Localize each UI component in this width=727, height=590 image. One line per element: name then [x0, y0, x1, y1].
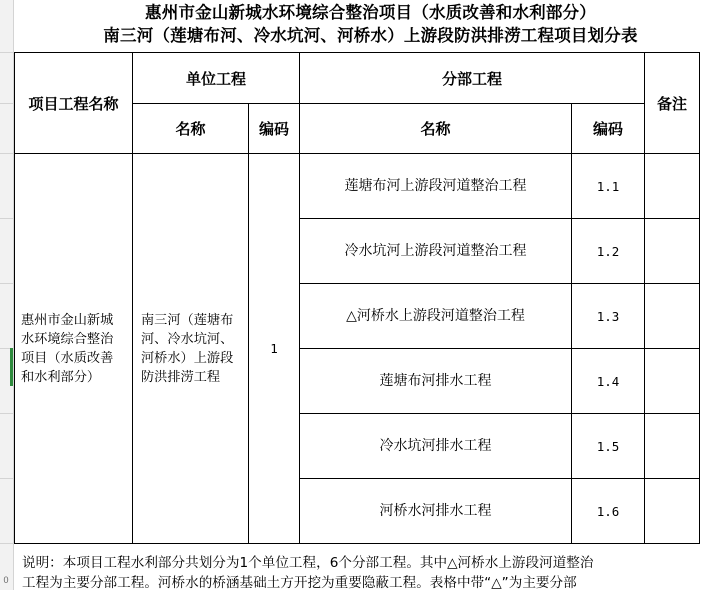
sub-work-name-cell[interactable]: △河桥水上游段河道整治工程: [300, 284, 572, 349]
sub-work-code-cell[interactable]: 1.5: [572, 414, 645, 479]
sub-work-name-cell[interactable]: 河桥水河排水工程: [300, 479, 572, 544]
sub-work-code-cell[interactable]: 1.2: [572, 219, 645, 284]
sub-work-code-cell[interactable]: 1.1: [572, 154, 645, 219]
row-header-gutter[interactable]: [0, 0, 14, 590]
header-unit-code[interactable]: 编码: [249, 104, 300, 154]
remark-cell[interactable]: [645, 219, 700, 284]
sub-work-name-cell[interactable]: 莲塘布河排水工程: [300, 349, 572, 414]
remark-cell[interactable]: [645, 479, 700, 544]
header-sub-name[interactable]: 名称: [300, 104, 572, 154]
remark-cell[interactable]: [645, 414, 700, 479]
row-divider: [0, 543, 13, 544]
unit-code-cell[interactable]: 1: [249, 154, 300, 544]
project-name-cell[interactable]: [15, 154, 133, 544]
sub-work-code-cell[interactable]: 1.6: [572, 479, 645, 544]
header-project-name[interactable]: 项目工程名称: [15, 53, 133, 154]
page-title-line-2: 南三河（莲塘布河、冷水坑河、河桥水）上游段防洪排涝工程项目划分表: [103, 26, 638, 45]
note-text[interactable]: [22, 553, 727, 590]
remark-cell[interactable]: [645, 349, 700, 414]
sub-work-name-cell[interactable]: 冷水坑河排水工程: [300, 414, 572, 479]
header-sub-code[interactable]: 编码: [572, 104, 645, 154]
row-divider: [0, 52, 13, 53]
row-divider: [0, 103, 13, 104]
note-line-2: 工程为主要分部工程。河桥水的桥涵基础土方开挖为重要隐蔽工程。表格中带“△”为主要分部: [22, 575, 577, 590]
remark-cell[interactable]: [645, 284, 700, 349]
header-remarks[interactable]: 备注: [645, 53, 700, 154]
row-divider: [0, 218, 13, 219]
project-name-text: 惠州市金山新城水环境综合整治项目（水质改善和水利部分）: [21, 312, 114, 385]
header-unit-name[interactable]: 名称: [133, 104, 249, 154]
page-title-line-1: 惠州市金山新城水环境综合整治项目（水质改善和水利部分）: [145, 3, 596, 22]
unit-name-cell[interactable]: [133, 154, 249, 544]
sub-work-code-cell[interactable]: 1.3: [572, 284, 645, 349]
row-divider: [0, 283, 13, 284]
sub-work-name-cell[interactable]: 冷水坑河上游段河道整治工程: [300, 219, 572, 284]
unit-name-text: 南三河（莲塘布河、冷水坑河、河桥水）上游段防洪排涝工程: [141, 312, 234, 385]
row-divider: [0, 478, 13, 479]
remark-cell[interactable]: [645, 154, 700, 219]
row-divider: [0, 153, 13, 154]
header-sub-work[interactable]: 分部工程: [300, 53, 645, 104]
row-number[interactable]: 0: [3, 575, 9, 585]
sub-work-code-cell[interactable]: 1.4: [572, 349, 645, 414]
project-division-table: [14, 52, 700, 544]
header-unit-work[interactable]: 单位工程: [133, 53, 300, 104]
note-line-1: 说明：本项目工程水利部分共划分为1个单位工程，6个分部工程。其中△河桥水上游段河道整治: [22, 555, 594, 571]
row-divider: [0, 413, 13, 414]
row-selection-marker: [10, 348, 13, 386]
sub-work-name-cell[interactable]: 莲塘布河上游段河道整治工程: [300, 154, 572, 219]
